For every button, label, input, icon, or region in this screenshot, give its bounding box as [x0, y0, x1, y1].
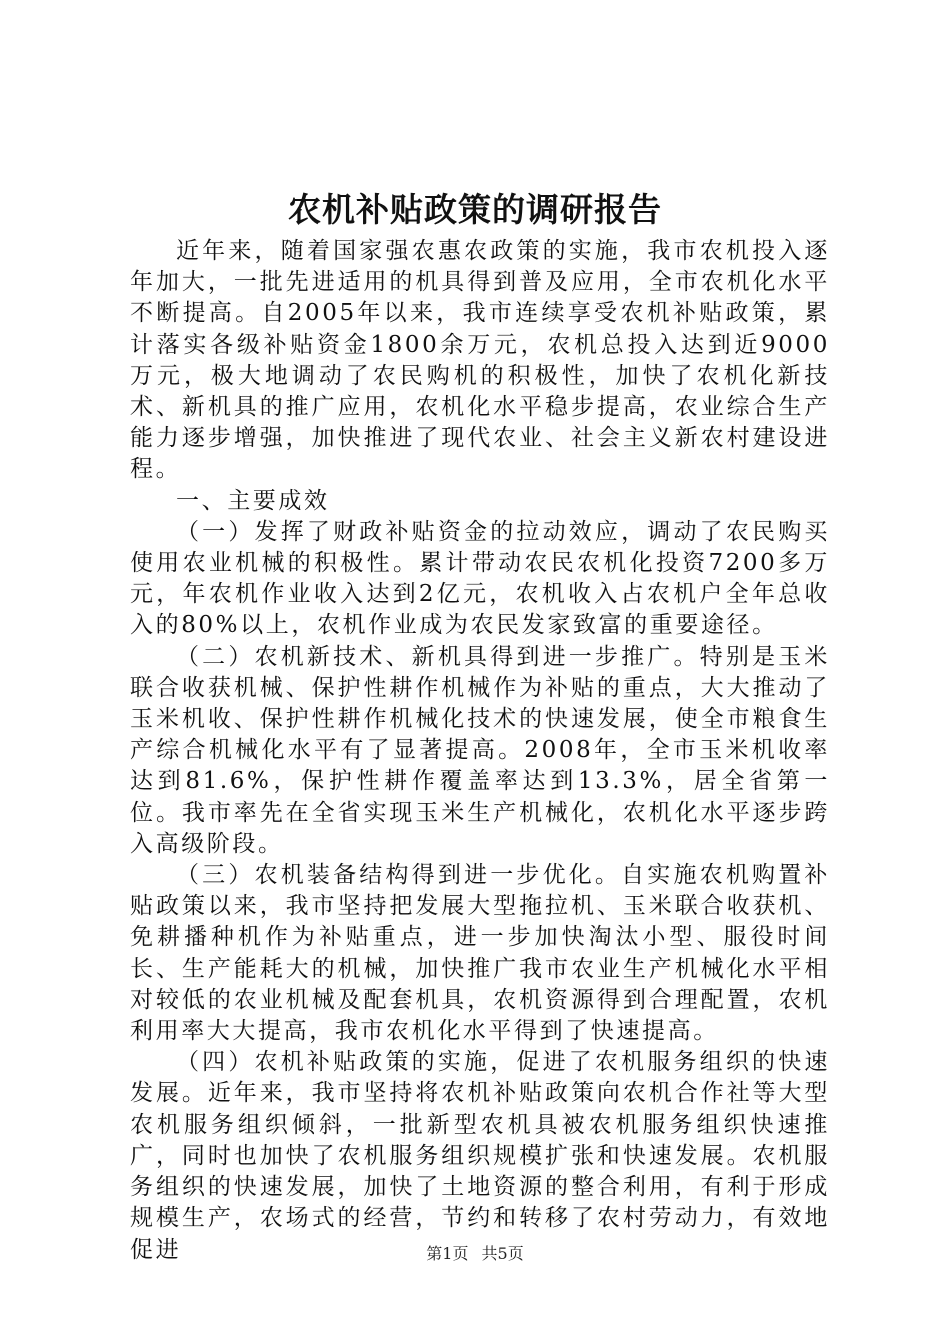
- section-heading-main-results: 一、主要成效: [176, 487, 330, 514]
- page-footer: [0, 1243, 950, 1265]
- result-paragraph-4: （四）农机补贴政策的实施，促进了农机服务组织的快速发展。近年来，我市坚持将农机补贴政策向农机合作社等大型农机服务组织倾斜，一批新型农机具被农机服务组织快速推广，同时也加快了农机服务组织规模扩张和快速发展。农机服务组织的快速发展，加快了土地资源的整合利用，有利于形成规模生产，农场式的经营，节约和转移了农村劳动力，有效地促进: [130, 1049, 830, 1263]
- page-total: 共5页: [481, 1244, 524, 1263]
- document-title: 农机补贴政策的调研报告: [288, 190, 662, 229]
- page-number: 第1页: [426, 1244, 469, 1263]
- result-paragraph-3: （三）农机装备结构得到进一步优化。自实施农机购置补贴政策以来，我市坚持把发展大型拖拉机、玉米联合收获机、免耕播种机作为补贴重点，进一步加快淘汰小型、服役时间长、生产能耗大的机械，加快推广我市农业生产机械化水平相对较低的农业机械及配套机具，农机资源得到合理配置，农机利用率大大提高，我市农机化水平得到了快速提高。: [130, 862, 830, 1045]
- intro-paragraph: 近年来，随着国家强农惠农政策的实施，我市农机投入逐年加大，一批先进适用的机具得到普及应用，全市农机化水平不断提高。自2005年以来，我市连续享受农机补贴政策，累计落实各级补贴资金1800余万元，农机总投入达到近9000万元，极大地调动了农民购机的积极性，加快了农机化新技术、新机具的推广应用，农机化水平稳步提高，农业综合生产能力逐步增强，加快推进了现代农业、社会主义新农村建设进程。: [130, 238, 830, 483]
- document-body: [130, 236, 830, 1266]
- result-paragraph-2: （二）农机新技术、新机具得到进一步推广。特别是玉米联合收获机械、保护性耕作机械作为补贴的重点，大大推动了玉米机收、保护性耕作机械化技术的快速发展，使全市粮食生产综合机械化水平有了显著提高。2008年，全市玉米机收率达到81.6%，保护性耕作覆盖率达到13.3%，居全省第一位。我市率先在全省实现玉米生产机械化，农机化水平逐步跨入高级阶段。: [130, 643, 830, 857]
- result-paragraph-1: （一）发挥了财政补贴资金的拉动效应，调动了农民购买使用农业机械的积极性。累计带动农民农机化投资7200多万元，年农机作业收入达到2亿元，农机收入占农机户全年总收入的80%以上，农机作业成为农民发家致富的重要途径。: [130, 518, 830, 639]
